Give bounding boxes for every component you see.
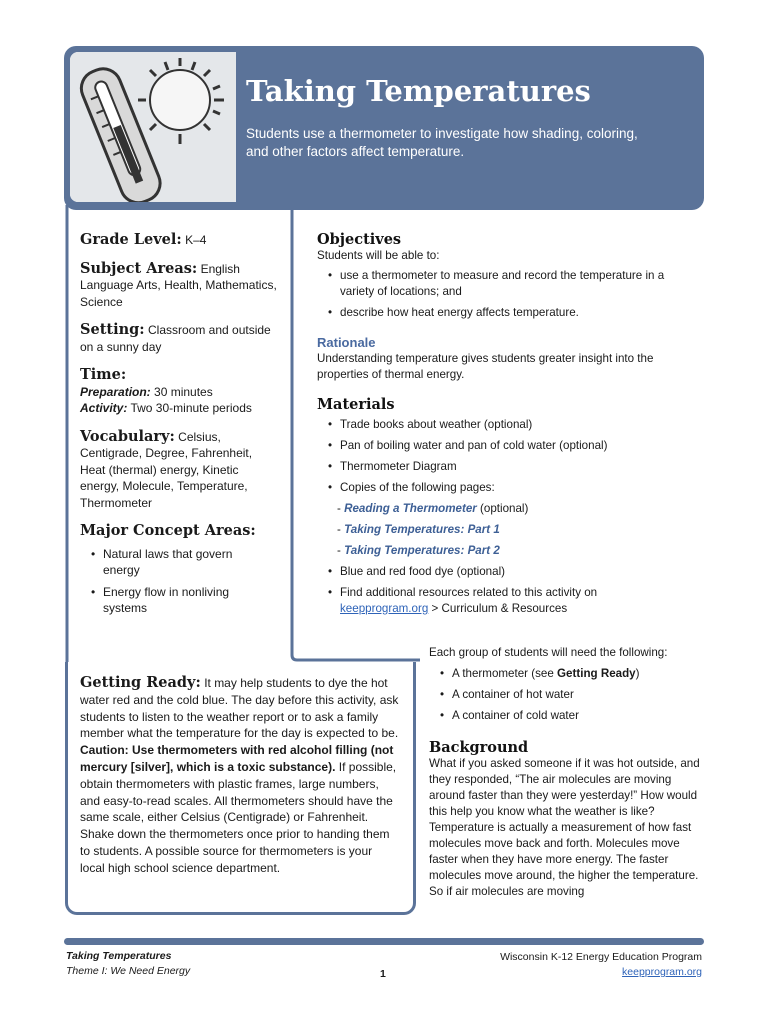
setting: Setting: Classroom and outside on a sunny day — [80, 321, 271, 354]
page-subtitle: Students use a thermometer to investigate how shading, coloring, and other factors affect temperature. — [246, 126, 638, 159]
list-item: • Pan of boiling water and pan of cold water (optional) — [317, 438, 697, 454]
footer-link[interactable]: keepprogram.org — [622, 966, 702, 978]
page-number: 1 — [380, 968, 386, 980]
list-item: • describe how heat energy affects temperature. — [317, 305, 697, 321]
vocabulary: Vocabulary: Celsius, Centigrade, Degree, Fahrenheit, Heat (thermal) energy, Kinetic energy, Molecule, Temperature, Thermometer — [80, 427, 253, 510]
sublist-item: - Taking Temperatures: Part 2 — [337, 544, 500, 557]
rationale-heading: Rationale — [317, 335, 376, 350]
grade-level: Grade Level: K–4 — [80, 231, 207, 248]
list-item: • Energy flow in nonliving systems — [80, 584, 260, 617]
objectives-section: Objectives Students will be able to: • use a thermometer to measure and record the temperature in a variety of locations; and • describe how heat energy affects temperature. Rationale Understanding temperature gives students greater insight into the properties of thermal energy. Materials • Trade books about weather (optional) • Pan of boiling water and pan of cold water (optional) • Thermometer Diagram • Copies of the following pages: - Reading a Thermometer (optional) - Taking Temperatures: Part 1 - Taking Temperatures: Part 2 • Blue and red food dye (optional) • Find additional resources related to this activity on keepprogram.org > Curriculum & Resources — [317, 232, 697, 622]
background-section — [429, 740, 707, 900]
keepprogram-link[interactable]: keepprogram.org — [340, 602, 429, 615]
list-item: • Thermometer Diagram — [317, 459, 697, 475]
group-needs: Each group of students will need the following: • A thermometer (see Getting Ready) • A container of hot water • A container of cold water — [429, 645, 709, 729]
list-item: • Trade books about weather (optional) — [317, 417, 697, 433]
page-title: Taking Temperatures — [246, 74, 591, 108]
part1-link[interactable]: Taking Temperatures: Part 1 — [344, 523, 500, 536]
footer-left: Taking Temperatures Theme I: We Need Energy — [66, 950, 191, 977]
list-item: • A thermometer (see Getting Ready) — [429, 666, 709, 682]
getting-ready-text: Getting Ready: It may help students to dye the hot water red and the cold blue. The day before this activity, ask students to listen to the weather report or to ask a family member what the temperature for the day is expected to be. Caution: Use thermometers with red alcohol filling (not mercury [silver], which is a toxic substance). If possible, obtain thermometers with plastic frames, large numbers, and easy-to-read scales. All thermometers should have the same scale, either Celsius (Centigrade) or Fahrenheit. Shake down the thermometers once prior to handing them to students. A possible source for thermometers is your local high school science department. — [80, 674, 399, 875]
materials-heading: Materials — [317, 396, 395, 413]
sublist-item: - Reading a Thermometer (optional) — [337, 502, 529, 515]
background-heading: Background — [429, 739, 529, 756]
reading-thermometer-link[interactable]: Reading a Thermometer — [344, 502, 477, 515]
list-item: • A container of hot water — [429, 687, 709, 703]
list-item: • Copies of the following pages: — [317, 480, 697, 496]
rationale-text: Understanding temperature gives students greater insight into the properties of thermal energy. — [317, 352, 654, 381]
list-item: • use a thermometer to measure and record the temperature in a variety of locations; and — [317, 268, 697, 300]
objectives-heading: Objectives — [317, 231, 402, 248]
footer-bar — [64, 938, 704, 945]
list-item: • A container of cold water — [429, 708, 709, 724]
list-item: • Blue and red food dye (optional) — [317, 564, 697, 580]
time: Time: Preparation: 30 minutes Activity: Two 30-minute periods — [80, 366, 252, 415]
part2-link[interactable]: Taking Temperatures: Part 2 — [344, 544, 500, 557]
sublist-item: - Taking Temperatures: Part 1 — [337, 523, 500, 536]
background-text: What if you asked someone if it was hot outside, and they responded, “The air molecules are moving around faster than they were yesterday!” How would this help you know what the weather is like? Temperature is actually a measurement of how fast molecules move back and forth. Molecules move faster when they have more energy. The faster molecules move around, the higher the temperature. So if air molecules are moving — [429, 757, 700, 898]
list-item: • Find additional resources related to this activity on keepprogram.org > Curriculum & Resources — [317, 585, 697, 617]
sidebar — [80, 232, 280, 622]
major-concepts: Major Concept Areas: • Natural laws that govern energy • Energy flow in nonliving systems — [80, 523, 280, 617]
list-item: • Natural laws that govern energy — [80, 546, 260, 579]
footer-right: Wisconsin K-12 Energy Education Program keepprogram.org — [500, 951, 702, 978]
subject-areas: Subject Areas: English Language Arts, Health, Mathematics, Science — [80, 259, 277, 309]
